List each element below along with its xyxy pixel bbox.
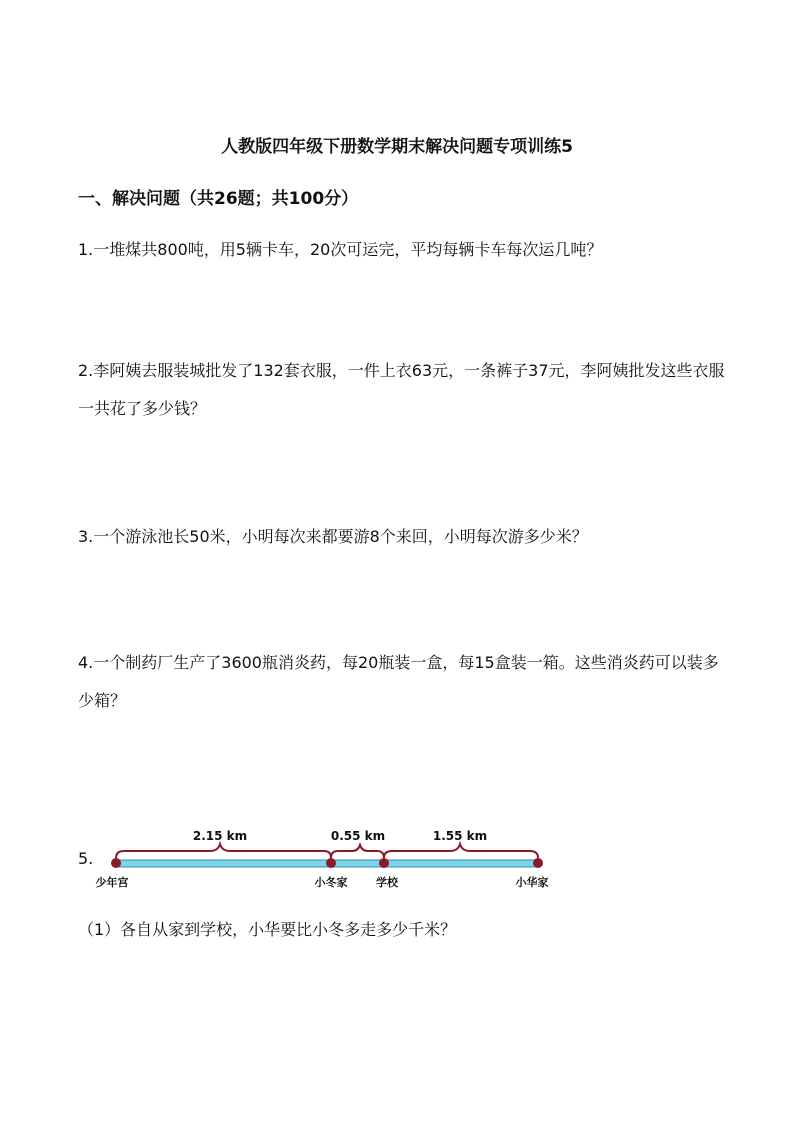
section-title: 一、解决问题（共26题；共100分） [78,189,359,209]
brace-3 [384,844,538,858]
point-school [379,858,389,868]
page-title: 人教版四年级下册数学期末解决问题专项训练5 [221,137,573,157]
point-xiaodong-home [326,858,336,868]
question-2: 2.李阿姨去服装城批发了132套衣服，一件上衣63元，一条裤子37元，李阿姨批发这些衣服一共花了多少钱？ [78,361,725,418]
brace-2 [331,845,384,858]
distance-label-3: 1.55 km [432,829,488,843]
question-4: 4.一个制药厂生产了3600瓶消炎药，每20瓶装一盒，每15盒装一箱。这些消炎药可以装多少箱？ [78,653,719,710]
point-label-4: 小华家 [515,876,549,889]
point-shaonian-gong [111,858,121,868]
point-xiaohua-home [533,858,543,868]
question-5-number: 5. [78,849,94,868]
question-5-part-1: （1）各自从家到学校，小华要比小冬多走多少千米？ [78,920,457,939]
question-1: 1.一堆煤共800吨，用5辆卡车，20次可运完，平均每辆卡车每次运几吨？ [78,240,603,259]
point-label-2: 小冬家 [314,876,348,889]
question-3: 3.一个游泳池长50米，小明每次来都要游8个来回，小明每次游多少米？ [78,527,588,546]
brace-1 [116,844,331,858]
point-label-1: 少年宫 [95,876,129,889]
point-label-3: 学校 [376,876,398,889]
distance-diagram [90,820,570,895]
distance-label-1: 2.15 km [192,829,248,843]
distance-label-2: 0.55 km [330,829,386,843]
